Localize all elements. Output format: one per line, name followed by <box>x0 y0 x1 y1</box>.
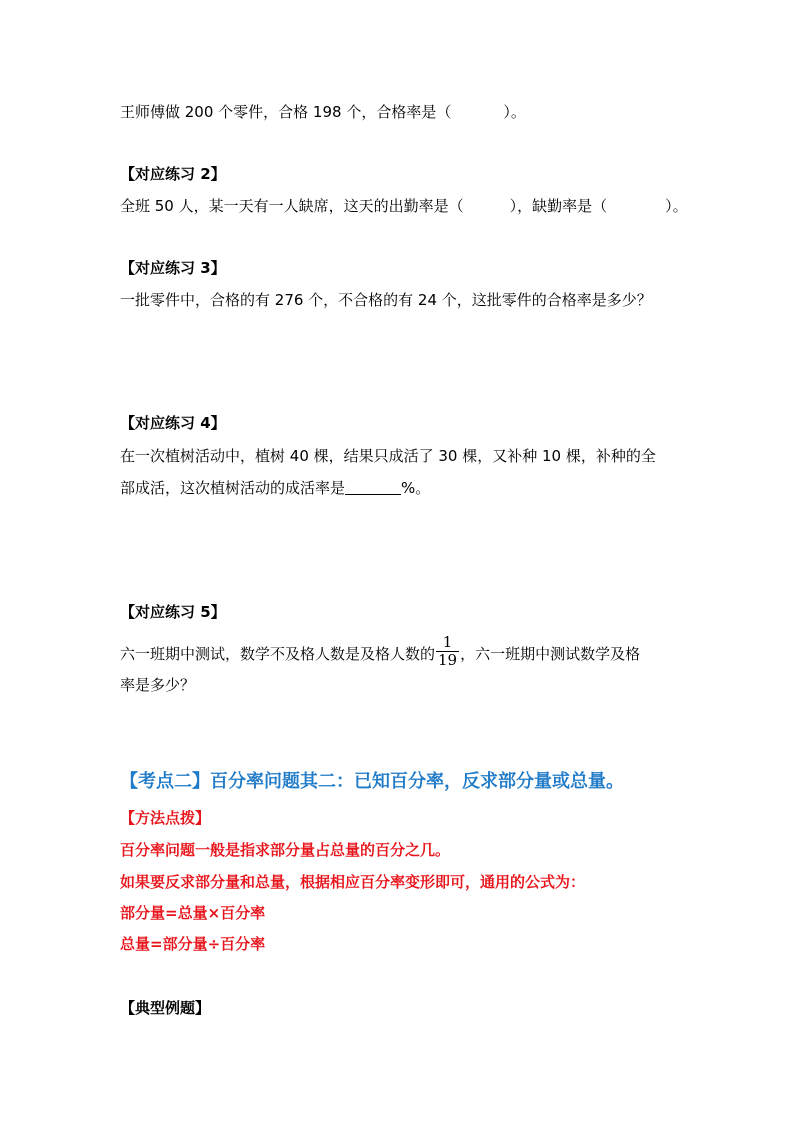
exercise-2-text-c: ）。 <box>665 197 688 215</box>
exercise-2-title: 【对应练习 2】 <box>120 165 226 183</box>
question-1-close: ）。 <box>503 103 526 121</box>
question-1-text: 王师傅做 200 个零件，合格 198 个，合格率是（ <box>120 103 452 121</box>
exercise-4-line-2 <box>120 478 430 498</box>
exercise-4-line-2-b: %。 <box>401 479 431 497</box>
fraction <box>436 634 459 669</box>
exercise-4-line-1: 在一次植树活动中，植树 40 棵，结果只成活了 30 棵，又补种 10 棵，补种的全 <box>120 447 656 465</box>
exercise-3-text: 一批零件中，合格的有 276 个，不合格的有 24 个，这批零件的合格率是多少？ <box>120 291 652 309</box>
exercise-4-title: 【对应练习 4】 <box>120 414 226 432</box>
exercise-4-line-2-a: 部成活，这次植树活动的成活率是 <box>120 479 346 497</box>
exercise-5-line-1-a: 六一班期中测试，数学不及格人数是及格人数的 <box>120 645 436 663</box>
method-line-1: 百分率问题一般是指求部分量占总量的百分之几。 <box>120 841 451 859</box>
exercise-5-line-1-b: ，六一班期中测试数学及格 <box>460 645 641 663</box>
exercise-2-text <box>120 196 688 216</box>
exercise-2-text-b: ），缺勤率是（ <box>509 197 608 215</box>
exercise-5-title: 【对应练习 5】 <box>120 603 226 621</box>
exercise-2-text-a: 全班 50 人，某一天有一人缺席，这天的出勤率是（ <box>120 197 464 215</box>
example-title: 【典型例题】 <box>120 999 211 1017</box>
exercise-5-line-1 <box>120 633 641 672</box>
formula-part: 部分量=总量×百分率 <box>120 904 266 922</box>
fraction-denominator: 19 <box>438 651 458 669</box>
exercise-3-title: 【对应练习 3】 <box>120 259 226 277</box>
exercise-5-line-2: 率是多少？ <box>120 676 196 694</box>
formula-total: 总量=部分量÷百分率 <box>120 935 266 953</box>
section-heading-kaodian-2: 【考点二】百分率问题其二：已知百分率，反求部分量或总量。 <box>120 771 624 792</box>
fraction-numerator: 1 <box>436 634 459 652</box>
method-line-2: 如果要反求部分量和总量，根据相应百分率变形即可，通用的公式为： <box>120 873 586 891</box>
method-title: 【方法点拨】 <box>120 809 211 827</box>
question-1 <box>120 102 526 122</box>
survival-rate-blank[interactable] <box>345 480 401 495</box>
